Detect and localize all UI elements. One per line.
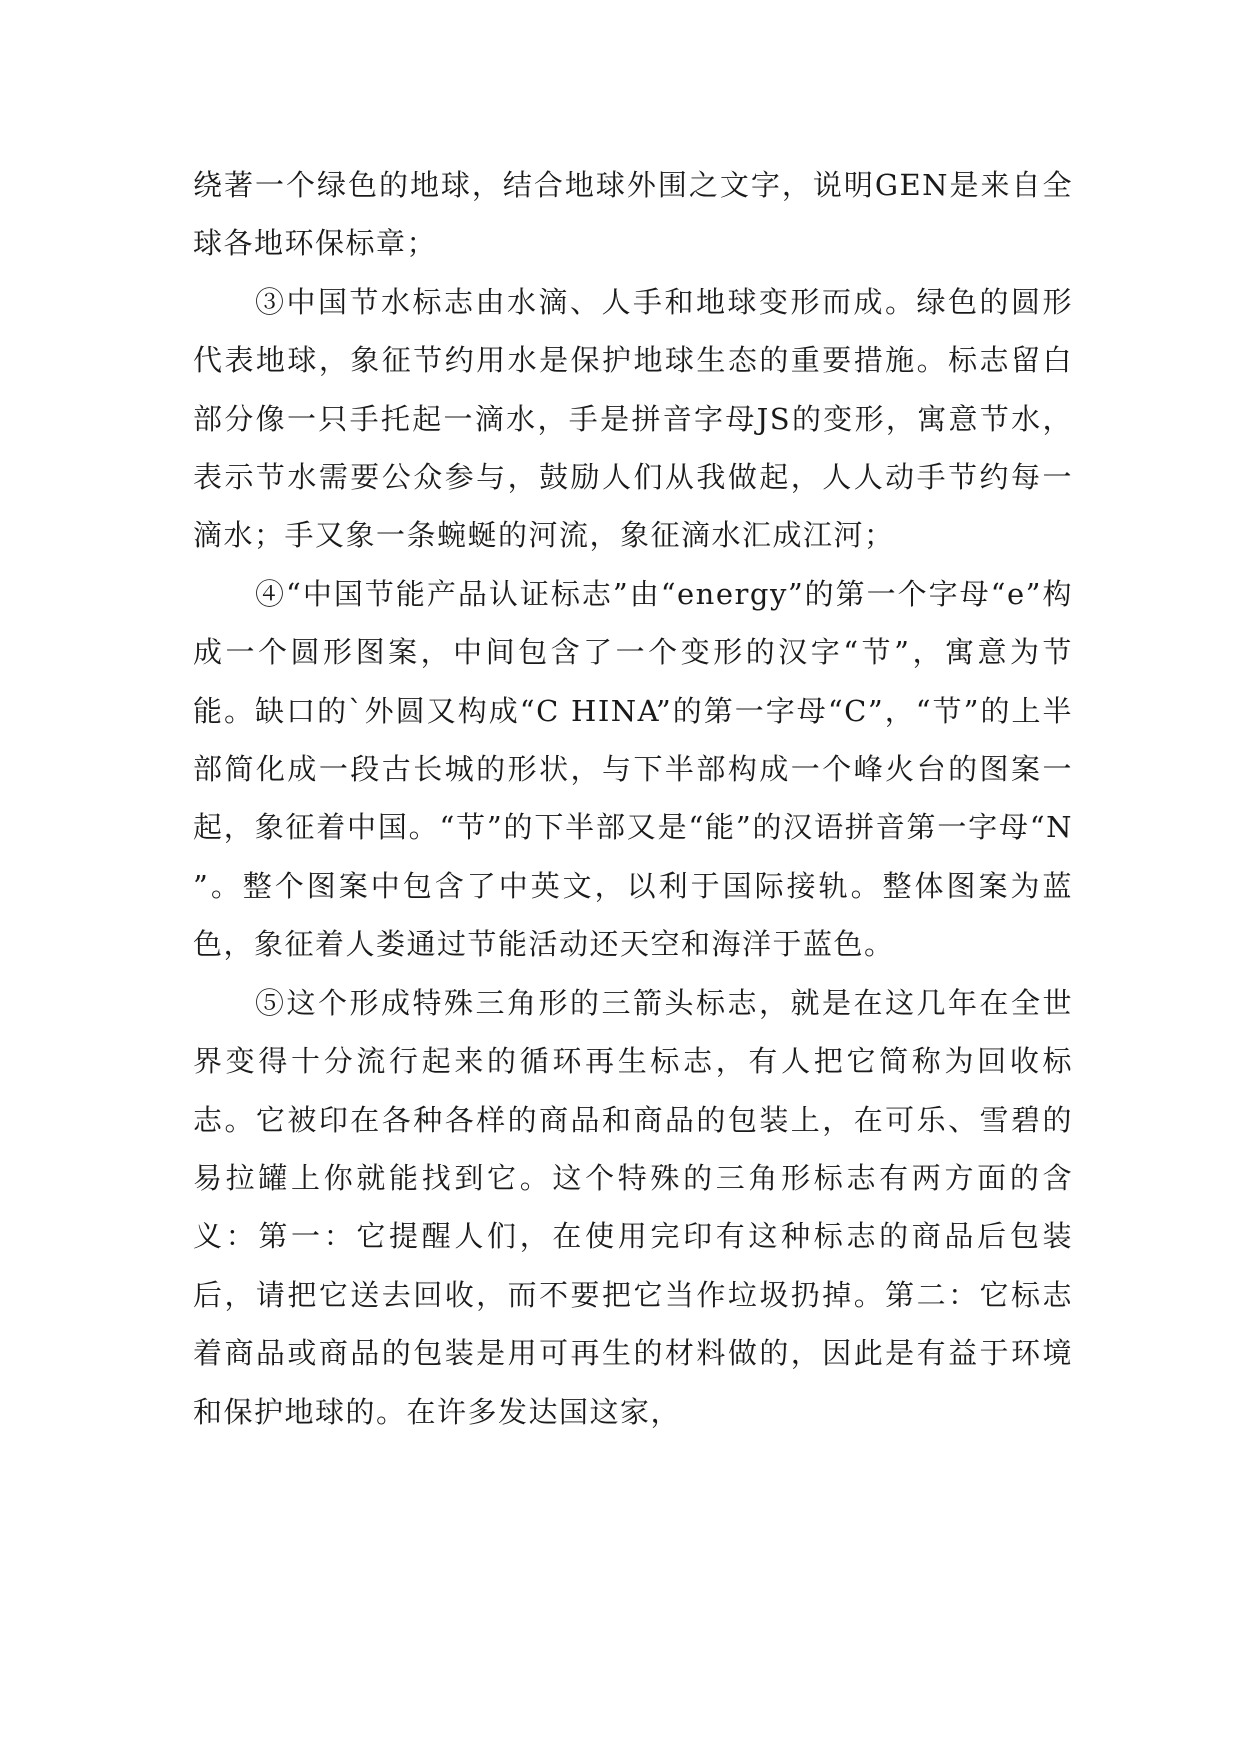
paragraph-energy-saving-logo: ④“中国节能产品认证标志”由“energy”的第一个字母“e”构成一个圆形图案，中间包含了一个变形的汉字“节”，寓意为节能。缺口的`外圆又构成“C HINA”的第一字母“C”，“节”的上半部简化成一段古长城的形状，与下半部构成一个峰火台的图案一起，象征着中国。“节”的下半部又是“能”的汉语拼音第一字母“N ”。整个图案中包含了中英文，以利于国际接轨。整体图案为蓝色，象征着人娄通过节能活动还天空和海洋于蓝色。 (193, 576, 1073, 962)
document-page (193, 156, 1073, 1441)
paragraph-recycling-logo: ⑤这个形成特殊三角形的三箭头标志，就是在这几年在全世界变得十分流行起来的循环再生标志，有人把它简称为回收标志。它被印在各种各样的商品和商品的包装上，在可乐、雪碧的易拉罐上你就能找到它。这个特殊的三角形标志有两方面的含义：第一：它提醒人们，在使用完印有这种标志的商品后包装后，请把它送去回收，而不要把它当作垃圾扔掉。第二：它标志着商品或商品的包装是用可再生的材料做的，因此是有益于环境和保护地球的。在许多发达国这家， (193, 985, 1073, 1429)
paragraph-water-saving-logo: ③中国节水标志由水滴、人手和地球变形而成。绿色的圆形代表地球，象征节约用水是保护地球生态的重要措施。标志留白部分像一只手托起一滴水，手是拼音字母JS的变形，寓意节水，表示节水需要公众参与，鼓励人们从我做起，人人动手节约每一滴水；手又象一条蜿蜒的河流，象征滴水汇成江河； (193, 284, 1073, 553)
paragraph-gen-continuation: 绕著一个绿色的地球，结合地球外围之文字，说明GEN是来自全球各地环保标章； (193, 168, 1073, 261)
